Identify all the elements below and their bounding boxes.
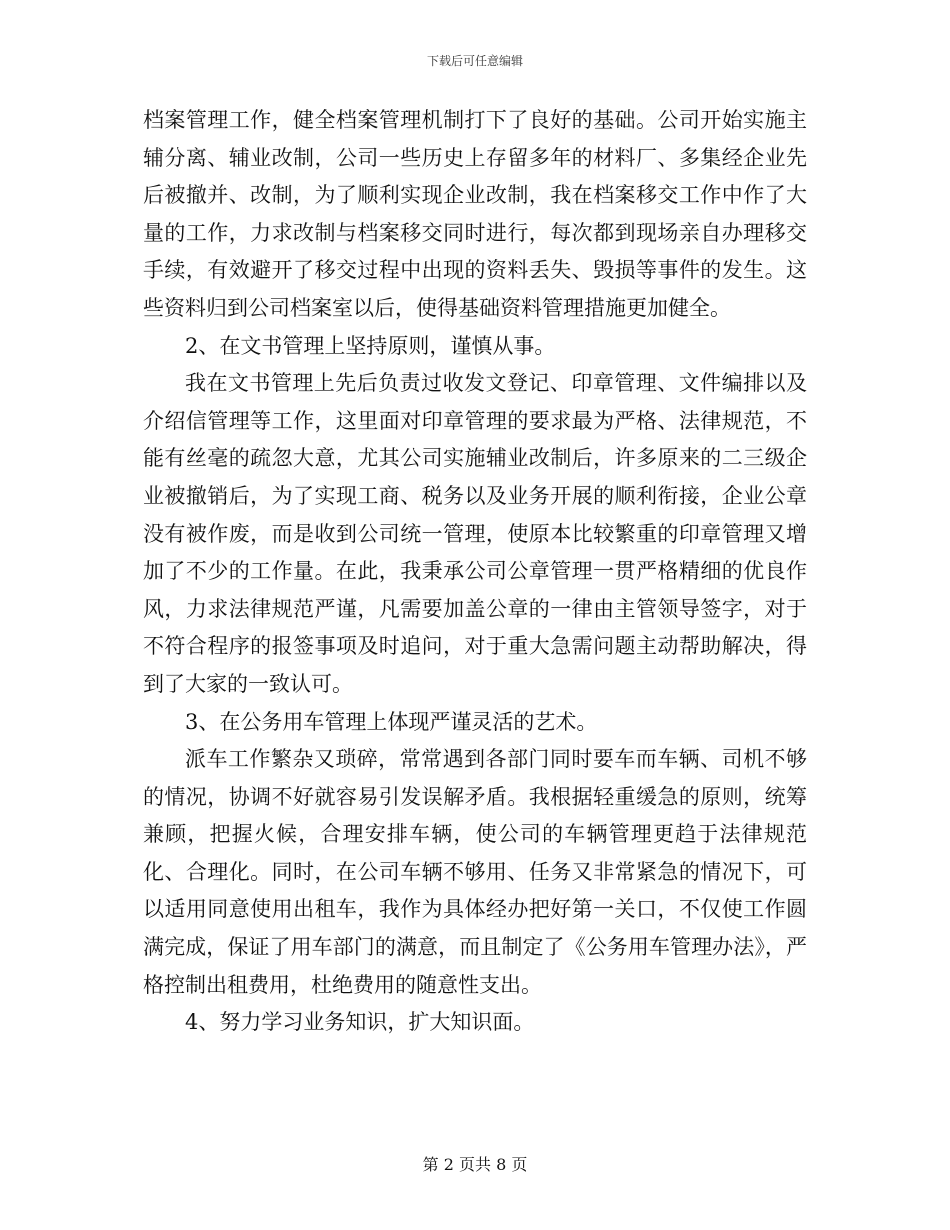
page-footer: 第 2 页共 8 页 [422, 1155, 528, 1174]
page-header: 下载后可任意编辑 [426, 54, 523, 68]
section-heading-learning: 4、努力学习业务知识，扩大知识面。 [185, 1010, 535, 1035]
paragraph-document-management: 我在文书管理上先后负责过收发文登记、印章管理、文件编排以及介绍信管理等工作，这里面对印章管理的要求最为严格、法律规范，不能有丝毫的疏忽大意，尤其公司实施辅业改制后，许多原来的二三级企业被撤销后，为了实现工商、税务以及业务开展的顺利衔接，企业公章没有被作废，而是收到公司统一管理，使原本比较繁重的印章管理又增加了不少的工作量。在此，我秉承公司公章管理一贯严格精细的优良作风，力求法律规范严谨，凡需要加盖公章的一律由主管领导签字，对于不符合程序的报签事项及时追问，对于重大急需问题主动帮助解决，得到了大家的一致认可。 [143, 371, 807, 696]
section-heading-vehicle-management: 3、在公务用车管理上体现严谨灵活的艺术。 [185, 709, 598, 734]
paragraph-archive-continuation: 档案管理工作，健全档案管理机制打下了良好的基础。公司开始实施主辅分离、辅业改制，公司一些历史上存留多年的材料厂、多集经企业先后被撤并、改制，为了顺利实现企业改制，我在档案移交工作中作了大量的工作，力求改制与档案移交同时进行，每次都到现场亲自办理移交手续，有效避开了移交过程中出现的资料丢失、毁损等事件的发生。这些资料归到公司档案室以后，使得基础资料管理措施更加健全。 [143, 108, 807, 320]
document-body [143, 102, 807, 1042]
section-heading-document-management: 2、在文书管理上坚持原则，谨慎从事。 [185, 333, 556, 358]
paragraph-vehicle-management: 派车工作繁杂又琐碎，常常遇到各部门同时要车而车辆、司机不够的情况，协调不好就容易引发误解矛盾。我根据轻重缓急的原则，统筹兼顾，把握火候，合理安排车辆，使公司的车辆管理更趋于法律规范化、合理化。同时，在公司车辆不够用、任务又非常紧急的情况下，可以适用同意使用出租车，我作为具体经办把好第一关口，不仅使工作圆满完成，保证了用车部门的满意，而且制定了《公务用车管理办法》，严格控制出租费用，杜绝费用的随意性支出。 [143, 747, 807, 997]
